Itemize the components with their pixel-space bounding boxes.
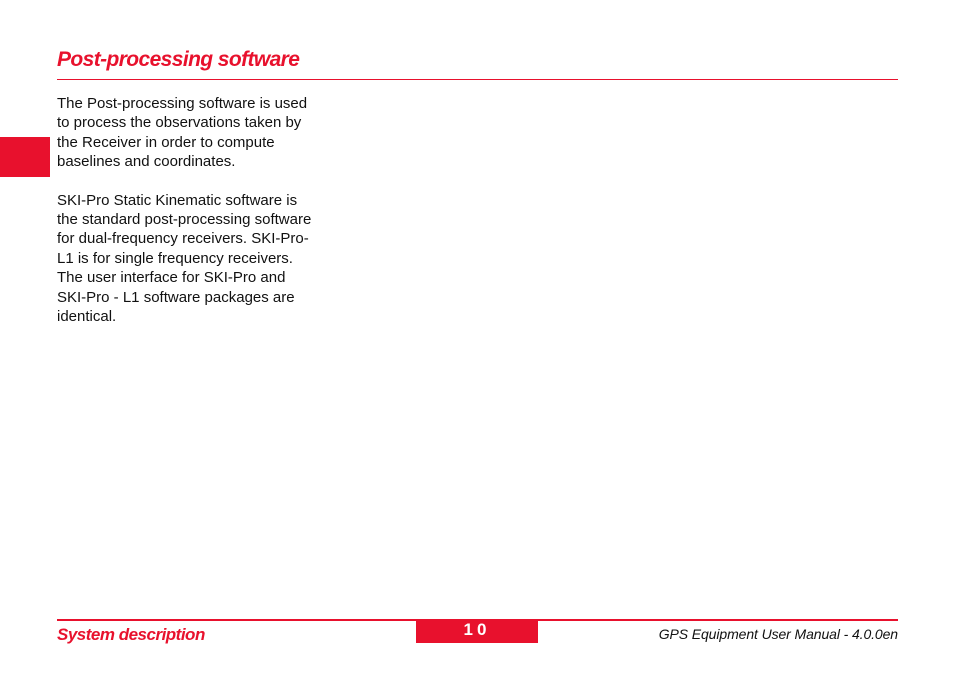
- footer-manual-title: GPS Equipment User Manual - 4.0.0en: [658, 626, 898, 642]
- paragraph-ski-pro: SKI-Pro Static Kinematic software is the standard post-processing software for dual-frequency receivers. SKI-Pro- L1 is for single frequency receivers. The user interface for SKI-Pro and SKI-Pro - L1 software packages are identical.: [57, 191, 312, 326]
- page-title: Post-processing software: [57, 48, 300, 71]
- chapter-tab-marker: [0, 137, 50, 177]
- title-divider: [57, 79, 898, 80]
- paragraph-intro: The Post-processing software is used to process the observations taken by the Receiver in order to compute baselines and coordinates.: [57, 95, 308, 171]
- page-number: 10: [416, 620, 538, 643]
- footer-section-name: System description: [57, 625, 205, 644]
- body-text: [57, 94, 329, 345]
